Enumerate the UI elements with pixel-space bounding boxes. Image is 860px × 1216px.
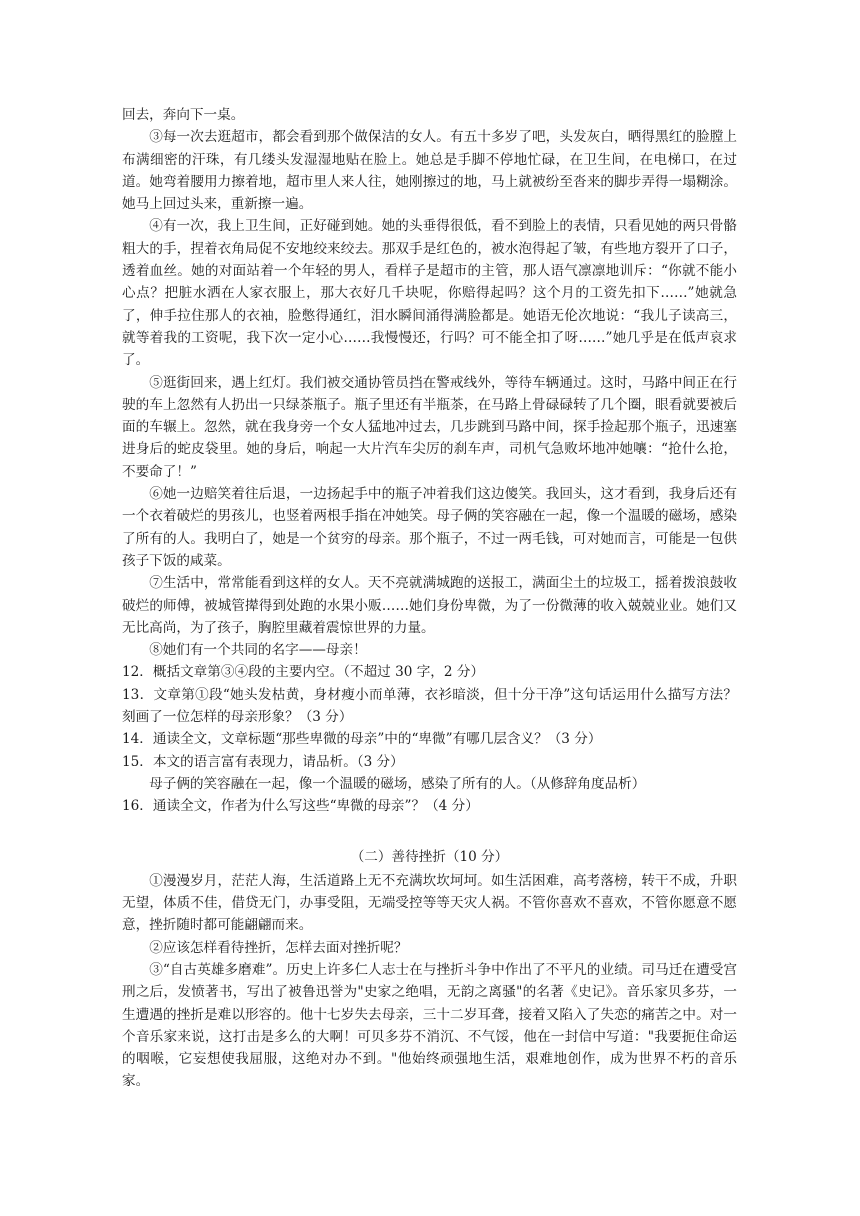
question-14: 14．通读全文，文章标题“那些卑微的母亲”中的“卑微”有哪几层含义？（3 分）: [122, 731, 602, 748]
question-12: 12．概括文章第③④段的主要内空。（不超过 30 字，2 分）: [122, 664, 485, 681]
article1-paragraph-3: ③每一次去逛超市，都会看到那个做保洁的女人。有五十多岁了吧，头发灰白，晒得黑红的脸膛上布满细密的汗珠，有几缕头发湿湿地贴在脸上。她总是手脚不停地忙碌，在卫生间，在电梯口，在过道。她弯着腰用力擦着地，超市里人来人往，她刚擦过的地，马上就被纷至沓来的脚步弄得一塌糊涂。她马上回过头来，重新擦一遍。: [122, 129, 737, 213]
question-15-quote: 母子俩的笑容融在一起，像一个温暖的磁场，感染了所有的人。（从修辞角度品析）: [149, 775, 646, 792]
article1-paragraph-4: ④有一次，我上卫生间，正好碰到她。她的头垂得很低，看不到脸上的表情，只看见她的两只骨骼粗大的手，捏着衣角局促不安地绞来绞去。那双手是红色的，被水泡得起了皱，有些地方裂开了口子，透着血丝。她的对面站着一个年轻的男人，看样子是超市的主管，那人语气凛凛地训斥：“你就不能小心点？把脏水洒在人家衣服上，那大衣好几千块呢，你赔得起吗？这个月的工资先扣下……”她就急了，伸手拉住那人的衣袖，脸憋得通红，泪水瞬间涌得满脸都是。她语无伦次地说：“我儿子读高三，就等着我的工资呢，我下次一定小心……我慢慢还，行吗？可不能全扣了呀……”她几乎是在低声哀求了。: [122, 218, 737, 369]
article1-paragraph-6: ⑥她一边赔笑着往后退，一边扬起手中的瓶子冲着我们这边傻笑。我回头，这才看到，我身后还有一个衣着破烂的男孩儿，也竖着两根手指在冲她笑。母子俩的笑容融在一起，像一个温暖的磁场，感染了所有的人。我明白了，她是一个贫穷的母亲。那个瓶子，不过一两毛钱，可对她而言，可能是一包供孩子下饭的咸菜。: [122, 486, 737, 569]
article2-paragraph-3: ③“自古英雄多磨难”。历史上许多仁人志士在与挫折斗争中作出了不平凡的业绩。司马迁在遭受宫刑之后，发愤著书，写出了被鲁迅誉为"史家之绝唱，无韵之离骚"的名著《史记》。音乐家贝多芬，一生遭遇的挫折是难以形容的。他十七岁失去母亲，三十二岁耳聋，接着又陷入了失恋的痛苦之中。对一个音乐家来说，这打击是多么的大啊！可贝多芬不消沉、不气馁，他在一封信中写道："我要扼住命运的咽喉，它妄想使我屈服，这绝对办不到。"他始终顽强地生活，艰难地创作，成为世界不朽的音乐家。: [122, 961, 737, 1090]
question-13: 13．文章第①段“她头发枯黄，身材瘦小而单薄，衣衫暗淡，但十分干净”这句话运用什么描写方法？刻画了一位怎样的母亲形象？（3 分）: [122, 686, 737, 726]
article1-paragraph-5: ⑤逛街回来，遇上红灯。我们被交通协管员挡在警戒线外，等待车辆通过。这时，马路中间正在行驶的车上忽然有人扔出一只绿茶瓶子。瓶子里还有半瓶茶，在马路上骨碌碌转了几个圈，眼看就要被后面的车辗上。忽然，就在我身旁一个女人猛地冲过去，几步跳到马路中间，探手捡起那个瓶子，迅速塞进身后的蛇皮袋里。她的身后，响起一大片汽车尖厉的刹车声，司机气急败坏地冲她嚷：“抢什么抢，不要命了！”: [122, 374, 737, 480]
question-15: 15．本文的语言富有表现力，请品析。（3 分）: [122, 753, 404, 770]
section-heading: （二）善待挫折（10 分）: [350, 848, 509, 865]
document-page: [122, 104, 737, 1093]
article1-paragraph-8: ⑧她们有一个共同的名字——母亲！: [149, 642, 367, 659]
article1-paragraph-7: ⑦生活中，常常能看到这样的女人。天不亮就满城跑的送报工，满面尘土的垃圾工，摇着拨浪鼓收破烂的师傅，被城管撵得到处跑的水果小贩……她们身份卑微，为了一份微薄的收入兢兢业业。她们又无比高尚，为了孩子，胸腔里藏着震惊世界的力量。: [122, 575, 737, 636]
article2-paragraph-2: ②应该怎样看待挫折，怎样去面对挫折呢？: [149, 939, 408, 956]
question-16: 16．通读全文，作者为什么写这些“卑微的母亲”？（4 分）: [122, 798, 479, 815]
article1-continuation: 回去，奔向下一桌。: [122, 107, 245, 123]
section-gap: [122, 818, 737, 832]
article2-paragraph-1: ①漫漫岁月，茫茫人海，生活道路上无不充满坎坎坷坷。如生活困难，高考落榜，转干不成，升职无望，体质不佳，借贷无门，办事受阻，无端受控等等天灾人祸。不管你喜欢不喜欢，不管你愿意不愿意，挫折随时都可能翩翩而来。: [122, 872, 737, 934]
